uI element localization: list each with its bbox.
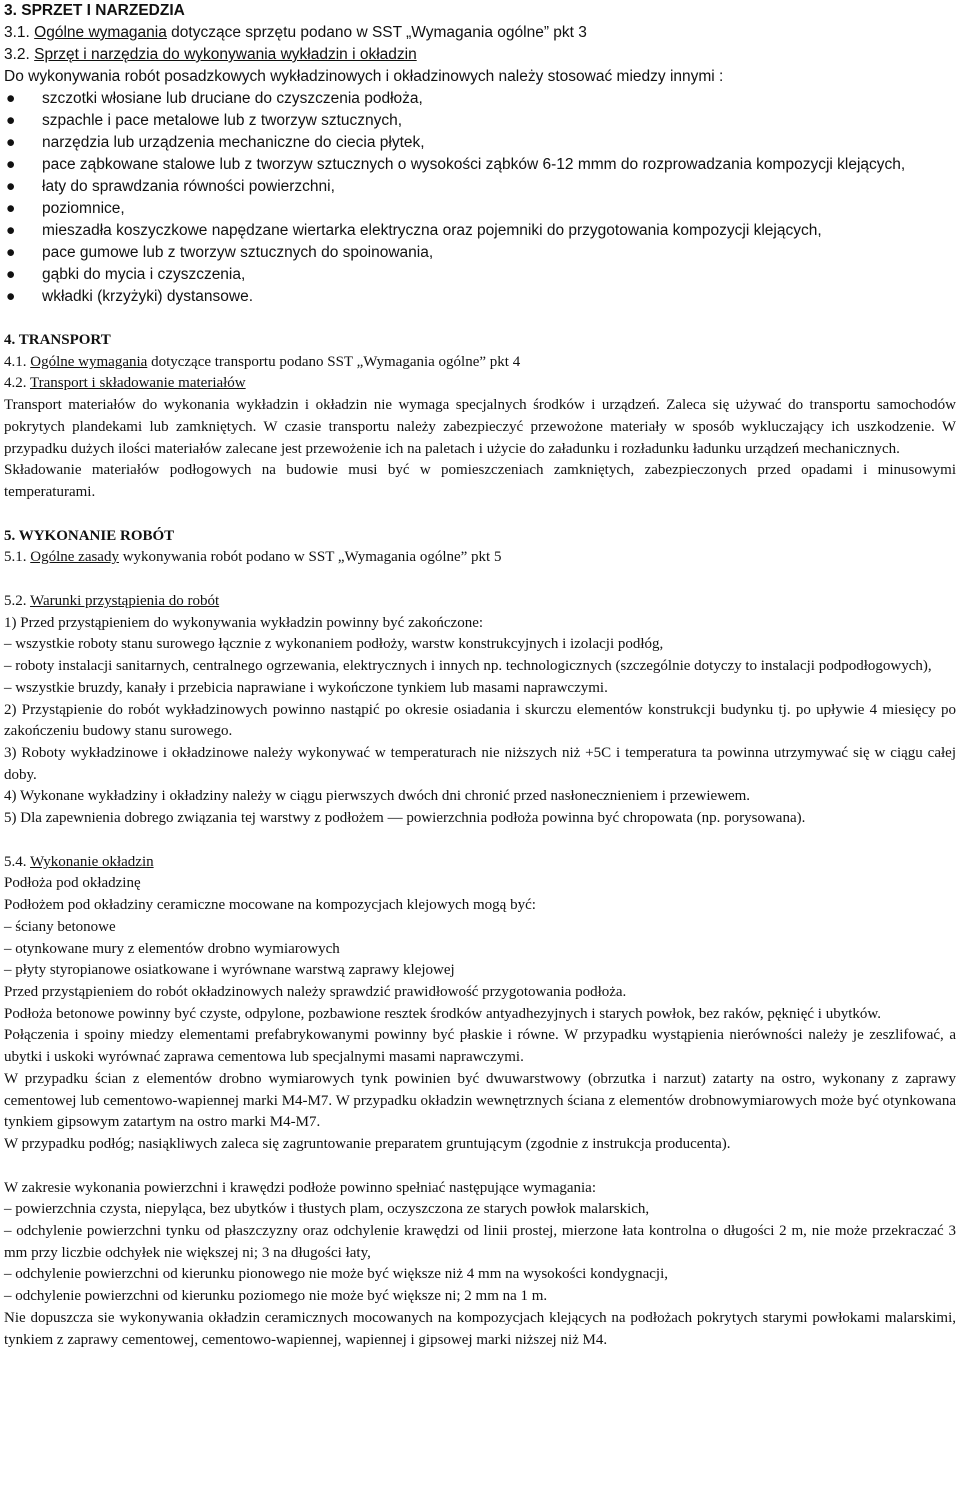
condition-4: 4) Wykonane wykładziny i okładziny należy w ciągu pierwszych dwóch dni chronić przed nasłonecznieniem i przewiewem. [4, 788, 751, 805]
requirement-item: – odchylenie powierzchni tynku od płaszczyzny oraz odchylenie krawędzi od linii prostej, mierzone łata kontrolna o długości 2 m, nie może przekraczać 3 mm przy liczbie odchyłek nie większej ni; 3 na długości łaty, [4, 1223, 956, 1261]
bullet-icon: ● [6, 288, 16, 305]
section-4-heading: 4. TRANSPORT [4, 332, 111, 348]
list-item [4, 220, 956, 242]
requirement-item: – odchylenie powierzchni od kierunku poziomego nie może być większe ni; 2 mm na 1 m. [4, 1288, 548, 1305]
substrate-item: – otynkowane mury z elementów drobno wymiarowych [4, 940, 340, 957]
list-item [4, 88, 956, 110]
subsection-3-1 [4, 22, 956, 44]
list-item [4, 154, 956, 176]
subsection-4-1 [4, 352, 956, 374]
condition-1-item: – wszystkie bruzdy, kanały i przebicia naprawiane i wykończone tynkiem lub masami naprawczymi. [4, 679, 608, 696]
requirement-item: – odchylenie powierzchni od kierunku pionowego nie może być większe niż 4 mm na wysokości kondygnacji, [4, 1266, 668, 1283]
subsection-link[interactable]: Transport i składowanie materiałów [29, 375, 246, 392]
bullet-icon: ● [6, 156, 16, 173]
bullet-icon: ● [6, 244, 16, 261]
bullet-icon: ● [6, 222, 16, 239]
bullet-icon: ● [6, 200, 16, 217]
list-item-text: poziomnice, [42, 200, 125, 217]
subsection-number: 3.1. [4, 24, 35, 41]
bullet-icon: ● [6, 266, 16, 283]
condition-5: 5) Dla zapewnienia dobrego związania tej warstwy z podłożem — powierzchnia podłoża powinna być chropowata (np. porysowana). [4, 810, 806, 827]
bullet-icon: ● [6, 178, 16, 195]
subsection-number: 5.2. [4, 593, 30, 610]
list-item [4, 132, 956, 154]
condition-3: 3) Roboty wykładzinowe i okładzinowe należy wykonywać w temperaturach nie niższych niż +5C i temperatura ta powinna utrzymywać się w ciągu całej doby. [4, 744, 956, 783]
spacer [4, 830, 956, 852]
transport-paragraph: Transport materiałów do wykonania wykładzin i okładzin nie wymaga specjalnych środków i urządzeń. Zaleca się używać do transportu samochodów pokrytych plandekami lub zamkniętych. W czasie transportu należy zabezpieczyć przewożone materiały w sposób wykluczający ich uszkodzenie. W przypadku dużych ilości materiałów zalecane jest przewożenie ich na paletach i użycie do załadunku i rozładunku ładunku urządzeń mechanicznych. [4, 397, 956, 457]
final-paragraph: Nie dopuszcza sie wykonywania okładzin ceramicznych mocowanych na kompozycjach klejących na podłożach pokrytych starymi powłokami malarskimi, tynkiem z zaprawy cementowej, cementowo-wapiennej, wapiennej i gipsowej marki niższej niż M4. [4, 1309, 956, 1348]
bullet-icon: ● [6, 112, 16, 129]
subsection-text: dotyczące transportu podano SST „Wymagania ogólne” pkt 4 [147, 353, 521, 370]
list-item-text: szczotki włosiane lub druciane do czyszczenia podłoża, [42, 90, 423, 107]
requirement-item: – powierzchnia czysta, niepyląca, bez ubytków i tłustych plam, oczyszczona ze starych powłok malarskich, [4, 1201, 650, 1218]
joints-paragraph: Połączenia i spoiny miedzy elementami prefabrykowanymi powinny być płaskie i równe. W przypadku wystąpienia nierówności należy je zeszlifować, a ubytki i uskoki wyrównać zaprawa cementowa lub specjalnymi masami naprawczymi. [4, 1027, 956, 1066]
floors-paragraph: W przypadku podłóg; nasiąkliwych zaleca się zagruntowanie preparatem gruntującym (zgodnie z instrukcja producenta). [4, 1135, 731, 1152]
concrete-paragraph: Podłoża betonowe powinny być czyste, odpylone, pozbawione resztek środków antyadhezyjnych i starych powłok, bez raków, pęknięć i ubytków. [4, 1005, 881, 1022]
spacer [4, 569, 956, 591]
subsection-link[interactable]: Sprzęt i narzędzia do wykonywania wykładzin i okładzin [34, 46, 417, 63]
subsection-number: 4.2. [4, 375, 30, 392]
subsection-link[interactable]: Ogólne zasady [30, 549, 119, 566]
substrate-intro: Podłożem pod okładziny ceramiczne mocowane na kompozycjach klejowych mogą być: [4, 897, 536, 914]
subsection-link[interactable]: Wykonanie okładzin [29, 853, 154, 870]
condition-1-item: – wszystkie roboty stanu surowego łącznie z wykonaniem podłoży, warstw konstrukcyjnych i izolacji podłóg, [4, 636, 664, 653]
spacer [4, 308, 956, 330]
subsection-link[interactable]: Warunki przystąpienia do robót [29, 593, 220, 610]
list-item-text: pace ząbkowane stalowe lub z tworzyw sztucznych o wysokości ząbków 6-12 mmm do rozprowadzania kompozycji klejących, [42, 156, 906, 173]
requirements-intro: W zakresie wykonania powierzchni i krawędzi podłoże powinno spełniać następujące wymagania: [4, 1179, 597, 1196]
list-item-text: szpachle i pace metalowe lub z tworzyw sztucznych, [42, 112, 403, 129]
section-5-heading: 5. WYKONANIE ROBÓT [4, 527, 175, 544]
subsection-number: 3.2. [4, 46, 35, 63]
subsection-text: wykonywania robót podano w SST „Wymagania ogólne” pkt 5 [118, 549, 502, 566]
list-item-text: narzędzia lub urządzenia mechaniczne do ciecia płytek, [42, 134, 425, 151]
substrate-item: – ściany betonowe [4, 918, 116, 935]
list-item-text: mieszadła koszyczkowe napędzane wiertarka elektryczna oraz pojemniki do przygotowania kompozycji klejących, [42, 222, 822, 239]
list-item-text: łaty do sprawdzania równości powierzchni, [42, 178, 335, 195]
list-item [4, 242, 956, 264]
subsection-number: 5.1. [4, 549, 31, 566]
section-3-intro: Do wykonywania robót posadzkowych wykładzinowych i okładzinowych należy stosować miedzy innymi : [4, 68, 724, 85]
condition-1: 1) Przed przystąpieniem do wykonywania wykładzin powinny być zakończone: [4, 614, 484, 631]
list-item [4, 198, 956, 220]
subsection-text: dotyczące sprzętu podano w SST „Wymagania ogólne” pkt 3 [166, 24, 587, 41]
list-item [4, 176, 956, 198]
walls-paragraph: W przypadku ścian z elementów drobno wymiarowych tynk powinien być dwuwarstwowy (obrzutka i narzut) zatarty na ostro, wykonany z zaprawy cementowej lub cementowo-wapiennej marki M4-M7. W przypadku okładzin wewnętrznych ściana z elementów drobnowymiarowych może być otynkowana tynkiem gipsowym zatartym na ostro marki M4-M7. [4, 1070, 956, 1131]
substrate-title: Podłoża pod okładzinę [4, 875, 141, 892]
subsection-number: 5.4. [4, 853, 30, 870]
spacer [4, 504, 956, 526]
list-item [4, 110, 956, 132]
subsection-4-2 [4, 373, 956, 395]
list-item-text: wkładki (krzyżyki) dystansowe. [42, 288, 254, 305]
condition-1-item: – roboty instalacji sanitarnych, centralnego ogrzewania, elektrycznych i innych np. technologicznych (szczególnie dotyczy to instalacji podpodłogowych), [4, 658, 932, 675]
subsection-link[interactable]: Ogólne wymagania [30, 353, 148, 370]
condition-2: 2) Przystąpienie do robót wykładzinowych powinno nastąpić po okresie osiadania i skurczu elementów konstrukcji budynku tj. po upływie 4 miesięcy po zakończeniu budowy stanu surowego. [4, 701, 956, 740]
substrate-item: – płyty styropianowe osiatkowane i wyrównane warstwą zaprawy klejowej [4, 962, 455, 979]
section-3-heading: 3. SPRZET I NARZEDZIA [4, 2, 185, 19]
storage-paragraph: Składowanie materiałów podłogowych na budowie musi być w pomieszczeniach zamkniętych, zabezpieczonych przed opadami i minusowymi temperaturami. [4, 462, 956, 500]
check-paragraph: Przed przystąpieniem do robót okładzinowych należy sprawdzić prawidłowość przygotowania podłoża. [4, 983, 627, 1000]
subsection-3-2 [4, 44, 956, 66]
subsection-5-4 [4, 852, 956, 874]
document-page [4, 0, 956, 1351]
list-item [4, 264, 956, 286]
subsection-number: 4.1. [4, 353, 31, 370]
bullet-icon: ● [6, 90, 16, 107]
list-item-text: pace gumowe lub z tworzyw sztucznych do spoinowania, [42, 244, 434, 261]
spacer [4, 1156, 956, 1178]
subsection-5-2 [4, 591, 956, 613]
equipment-list [4, 88, 956, 308]
subsection-5-1 [4, 547, 956, 569]
subsection-link[interactable]: Ogólne wymagania [34, 24, 167, 41]
bullet-icon: ● [6, 134, 16, 151]
list-item [4, 286, 956, 308]
list-item-text: gąbki do mycia i czyszczenia, [42, 266, 246, 283]
